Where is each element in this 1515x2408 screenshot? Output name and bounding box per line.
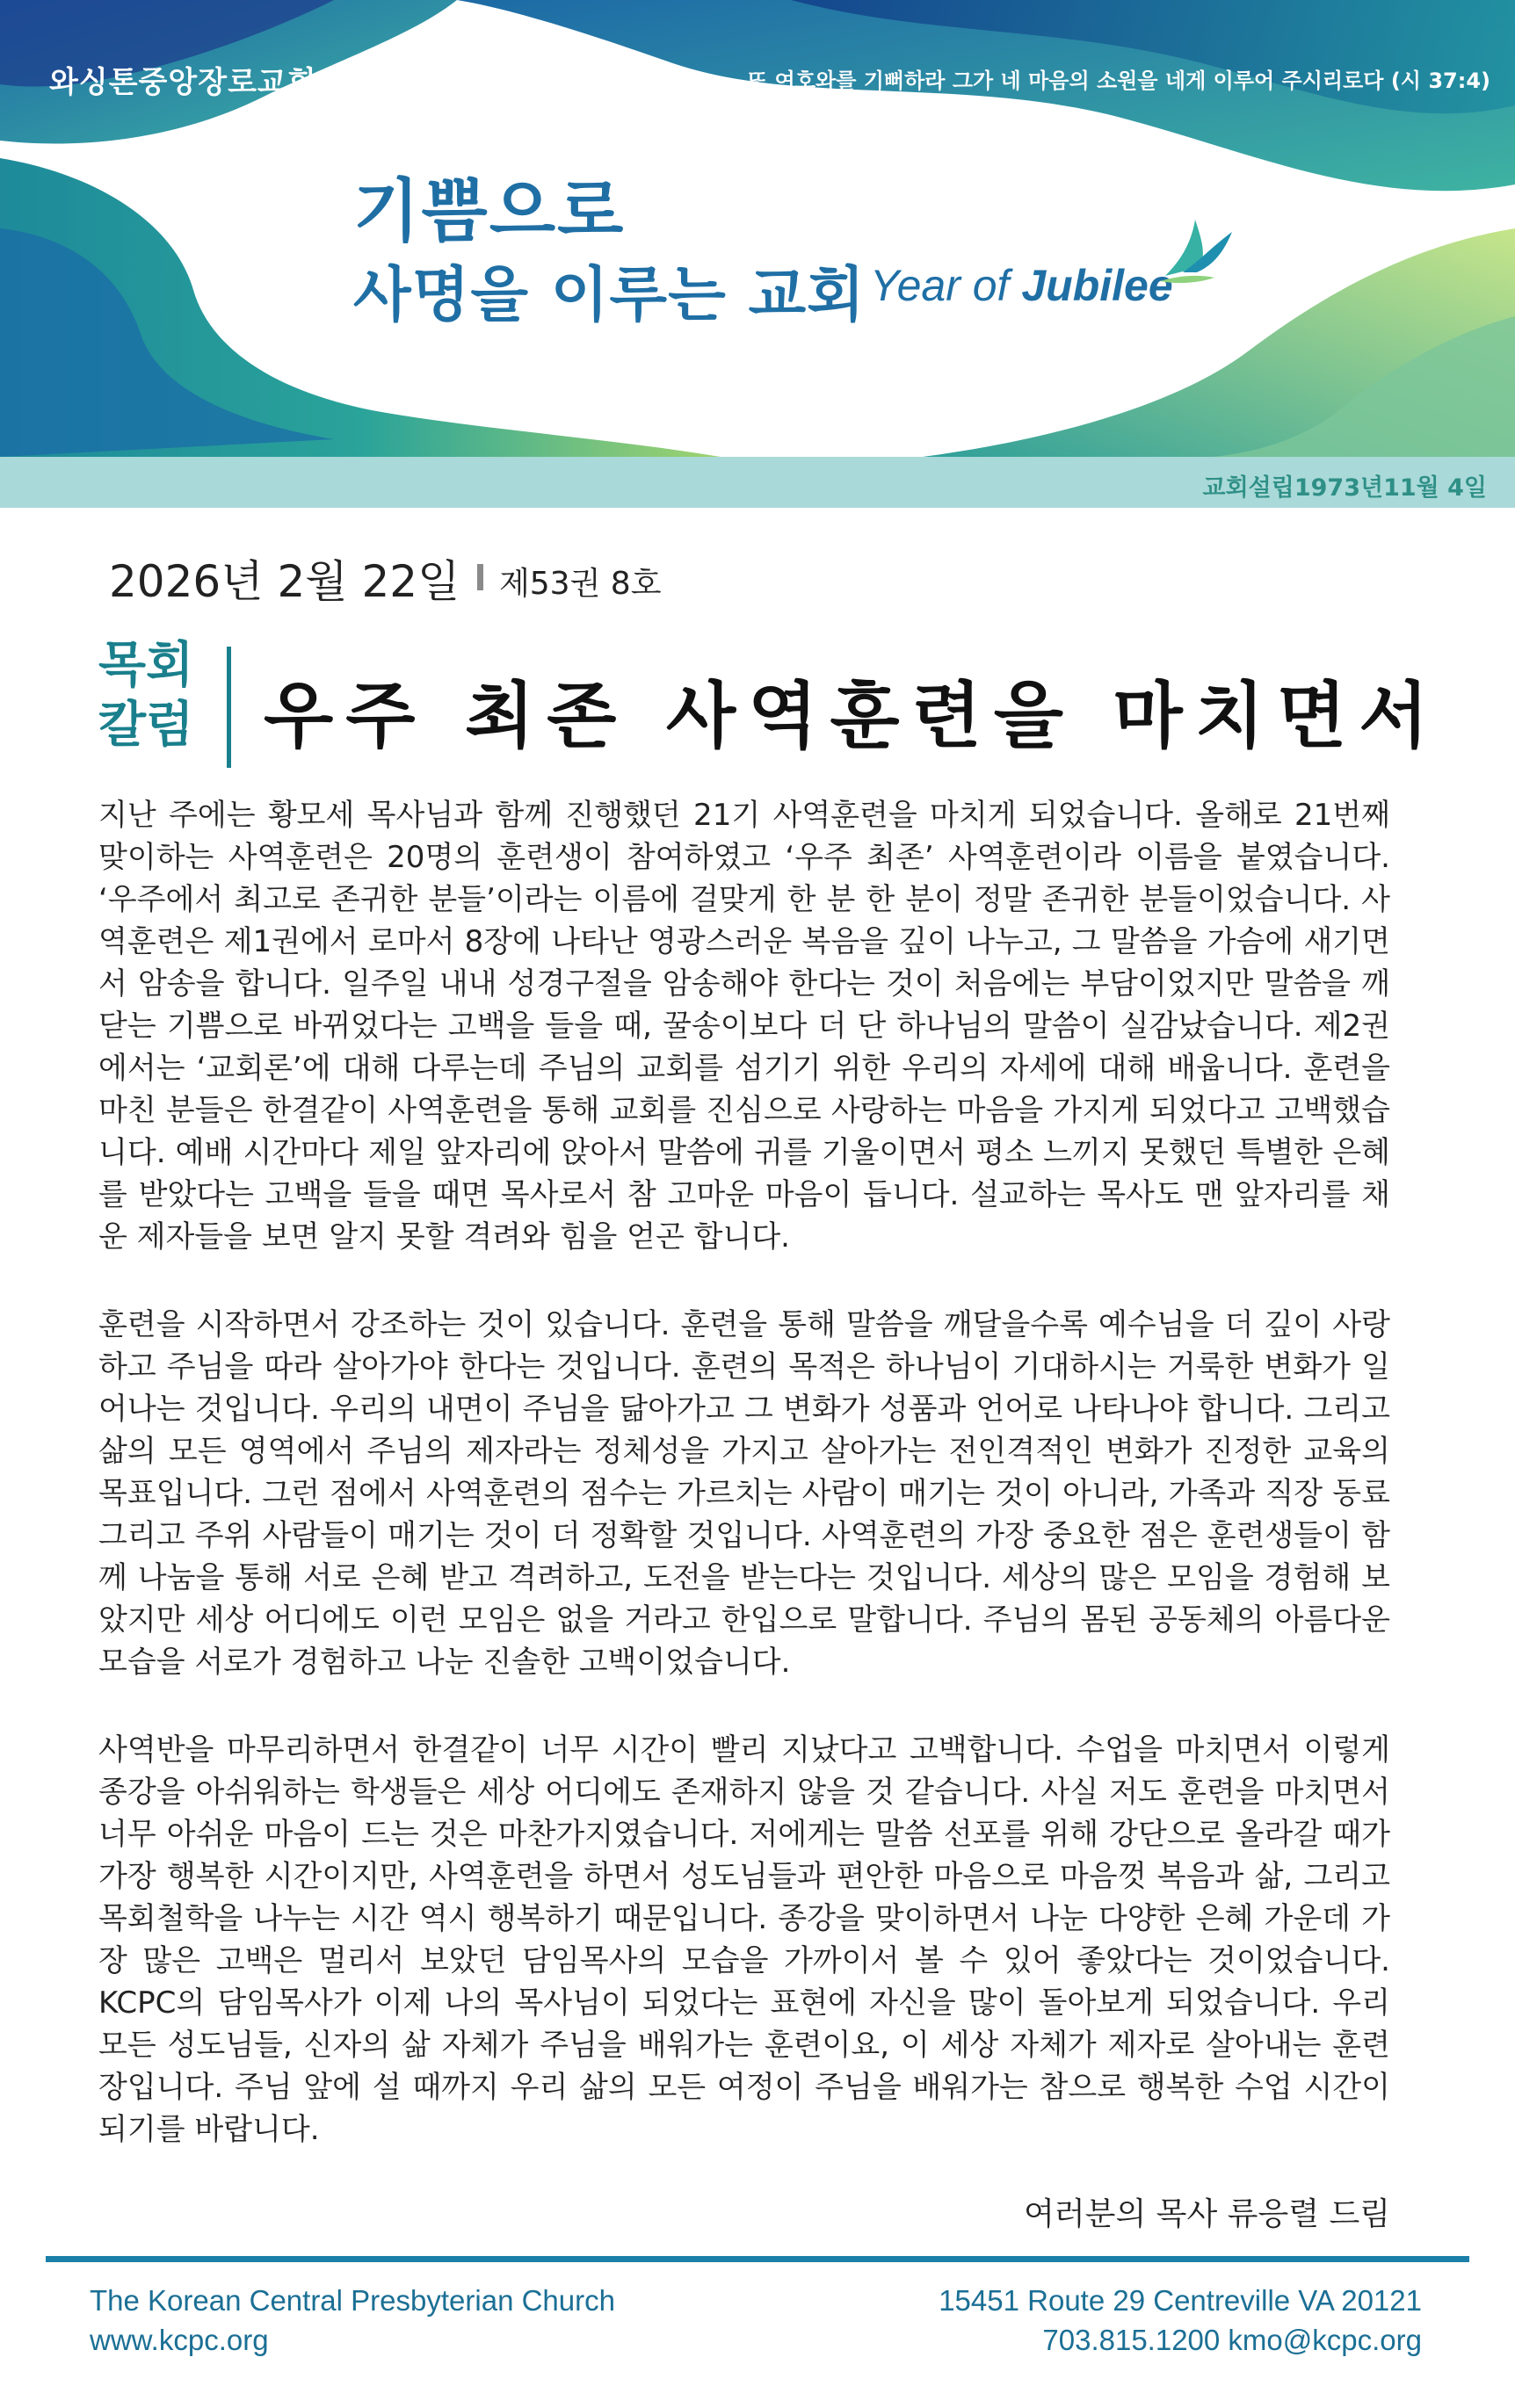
- date-separator: [477, 564, 483, 590]
- jubilee-prefix: Year of: [870, 261, 1022, 310]
- header-banner: [0, 0, 1515, 502]
- signature: 여러분의 목사 류응렬 드림: [1024, 2196, 1390, 2232]
- footer-org-name: The Korean Central Presbyterian Church: [90, 2284, 615, 2317]
- jubilee-wordmark: [870, 260, 1173, 311]
- column-divider: [227, 647, 231, 768]
- footer-website[interactable]: www.kcpc.org: [90, 2324, 269, 2356]
- body-paragraph: 지난 주에는 황모세 목사님과 함께 진행했던 21기 사역훈련을 마치게 되었습니다. 올해로 21번째 맞이하는 사역훈련은 20명의 훈련생이 참여하였고 ‘우주 최존’ 사역훈련이라 이름을 붙였습니다. ‘우주에서 최고로 존귀한 분들’이라는 이름에 걸맞게 한 분 한 분이 정말 존귀한 분들이었습니다. 사역훈련은 제1권에서 로마서 8장에 나타난 영광스러운 복음을 깊이 나누고, 그 말씀을 가슴에 새기면서 암송을 합니다. 일주일 내내 성경구절을 암송해야 한다는 것이 처음에는 부담이었지만 말씀을 깨닫는 기쁨으로 바뀌었다는 고백을 들을 때, 꿀송이보다 더 단 하나님의 말씀이 실감났습니다. 제2권에서는 ‘교회론’에 대해 다루는데 주님의 교회를 섬기기 위한 우리의 자세에 대해 배웁니다. 훈련을 마친 분들은 한결같이 사역훈련을 통해 교회를 진심으로 사랑하는 마음을 가지게 되었다고 고백했습니다. 예배 시간마다 제일 앞자리에 앉아서 말씀에 귀를 기울이면서 평소 느끼지 못했던 특별한 은혜를 받았다는 고백을 들을 때면 목사로서 참 고마운 마음이 듭니다. 설교하는 목사도 맨 앞자리를 채운 제자들을 보면 알지 못할 격려와 힘을 얻곤 합니다.: [98, 798, 1390, 1255]
- footer-contact[interactable]: 703.815.1200 kmo@kcpc.org: [1042, 2324, 1422, 2356]
- theme-title-line1: 기쁨으로: [353, 172, 626, 251]
- issue-volume: 제53권 8호: [499, 566, 662, 602]
- footer-rule: [46, 2256, 1469, 2262]
- footer-address: 15451 Route 29 Centreville VA 20121: [939, 2284, 1422, 2317]
- column-label: [98, 636, 193, 756]
- dove-icon: [1156, 214, 1236, 285]
- column-body: [98, 794, 1390, 2196]
- jubilee-word: Jubilee: [1021, 261, 1173, 310]
- body-paragraph: 훈련을 시작하면서 강조하는 것이 있습니다. 훈련을 통해 말씀을 깨달을수록 예수님을 더 깊이 사랑하고 주님을 따라 살아가야 한다는 것입니다. 훈련의 목적은 하나님이 기대하시는 거룩한 변화가 일어나는 것입니다. 우리의 내면이 주님을 닮아가고 그 변화가 성품과 언어로 나타나야 합니다. 그리고 삶의 모든 영역에서 주님의 제자라는 정체성을 가지고 살아가는 전인격적인 변화가 진정한 교육의 목표입니다. 그런 점에서 사역훈련의 점수는 가르치는 사람이 매기는 것이 아니라, 가족과 직장 동료 그리고 주위 사람들이 매기는 것이 더 정확할 것입니다. 사역훈련의 가장 중요한 점은 훈련생들이 함께 나눔을 통해 서로 은혜 받고 격려하고, 도전을 받는다는 것입니다. 세상의 많은 모임을 경험해 보았지만 세상 어디에도 이런 모임은 없을 거라고 한입으로 말합니다. 주님의 몸된 공동체의 아름다운 모습을 서로가 경험하고 나눈 진솔한 고백이었습니다.: [98, 1307, 1390, 1680]
- issue-date: 2026년 2월 22일: [109, 556, 460, 607]
- column-title: 우주 최존 사역훈련을 마치면서: [264, 674, 1441, 758]
- theme-title-line2: 사명을 이루는 교회: [353, 261, 866, 330]
- church-name: 와싱톤중앙장로교회: [49, 65, 317, 100]
- established-date: 교회설립1973년11월 4일: [1202, 474, 1487, 502]
- body-paragraph: 사역반을 마무리하면서 한결같이 너무 시간이 빨리 지났다고 고백합니다. 수업을 마치면서 이렇게 종강을 아쉬워하는 학생들은 세상 어디에도 존재하지 않을 것 같습니다. 사실 저도 훈련을 마치면서 너무 아쉬운 마음이 드는 것은 마찬가지였습니다. 저에게는 말씀 선포를 위해 강단으로 올라갈 때가 가장 행복한 시간이지만, 사역훈련을 하면서 성도님들과 편안한 마음으로 마음껏 복음과 삶, 그리고 목회철학을 나누는 시간 역시 행복하기 때문입니다. 종강을 맞이하면서 나눈 다양한 은혜 가운데 가장 많은 고백은 멀리서 보았던 담임목사의 모습을 가까이서 볼 수 있어 좋았다는 것이었습니다. KCPC의 담임목사가 이제 나의 목사님이 되었다는 표현에 자신을 많이 돌아보게 되었습니다. 우리 모든 성도님들, 신자의 삶 자체가 주님을 배워가는 훈련이요, 이 세상 자체가 제자로 살아내는 훈련장입니다. 주님 앞에 설 때까지 우리 삶의 모든 여정이 주님을 배워가는 참으로 행복한 수업 시간이 되기를 바랍니다.: [98, 1732, 1390, 2147]
- column-label-line1: 목회: [98, 637, 194, 694]
- header-verse: 또 여호와를 기뻐하라 그가 네 마음의 소원을 네게 이루어 주시리로다 (시 37:4): [747, 69, 1490, 93]
- column-label-line2: 칼럼: [98, 697, 194, 754]
